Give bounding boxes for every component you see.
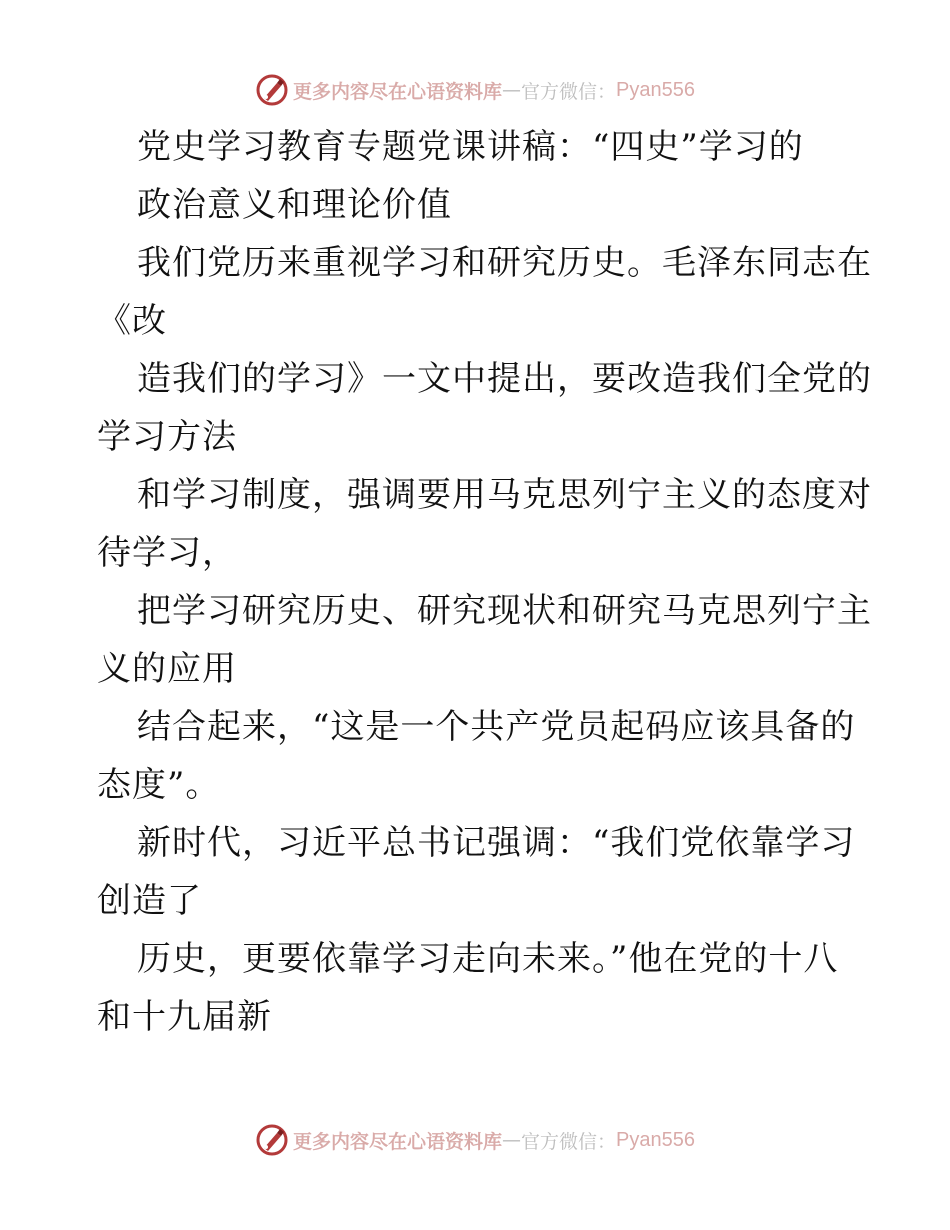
paragraph-line: 结合起来，“这是一个共产党员起码应该具备的: [137, 707, 856, 747]
paragraph-line: 新时代，习近平总书记强调：“我们党依靠学习: [137, 823, 856, 863]
paragraph-line: 历史，更要依靠学习走向未来。”他在党的十八: [137, 939, 839, 979]
paragraph-line: 造我们的学习》一文中提出，要改造我们全党的: [137, 359, 872, 399]
title-line-1: 党史学习教育专题党课讲稿：“四史”学习的: [137, 127, 804, 167]
watermark-wechat-id: Pyan556: [616, 78, 695, 101]
document-body: [97, 118, 872, 1046]
paragraph-line: 待学习，: [97, 533, 237, 573]
watermark-dash: —: [502, 1129, 522, 1151]
pen-logo-icon: [255, 1123, 289, 1157]
paragraph-line: 把学习研究历史、研究现状和研究马克思列宁主: [137, 591, 872, 631]
paragraph-line: 义的应用: [97, 649, 237, 689]
watermark-main-text: 更多内容尽在心语资料库: [293, 80, 503, 103]
watermark-wechat-label: 官方微信：: [521, 1130, 617, 1153]
paragraph-line: 和学习制度，强调要用马克思列宁主义的态度对: [137, 475, 872, 515]
watermark-wechat-label: 官方微信：: [521, 80, 617, 103]
paragraph-line: 学习方法: [97, 417, 237, 457]
paragraph-line: 态度”。: [97, 765, 221, 805]
paragraph-line: 创造了: [97, 881, 202, 921]
paragraph-line: 和十九届新: [97, 997, 272, 1037]
pen-logo-icon: [255, 73, 289, 107]
watermark-dash: —: [502, 79, 522, 101]
watermark-wechat-id: Pyan556: [616, 1128, 695, 1151]
title-line-2: 政治意义和理论价值: [137, 185, 452, 225]
paragraph-line: 我们党历来重视学习和研究历史。毛泽东同志在: [137, 243, 872, 283]
paragraph-line: 《改: [97, 301, 167, 341]
footer-watermark: [0, 1120, 950, 1160]
watermark-main-text: 更多内容尽在心语资料库: [293, 1130, 503, 1153]
header-watermark: [0, 70, 950, 110]
